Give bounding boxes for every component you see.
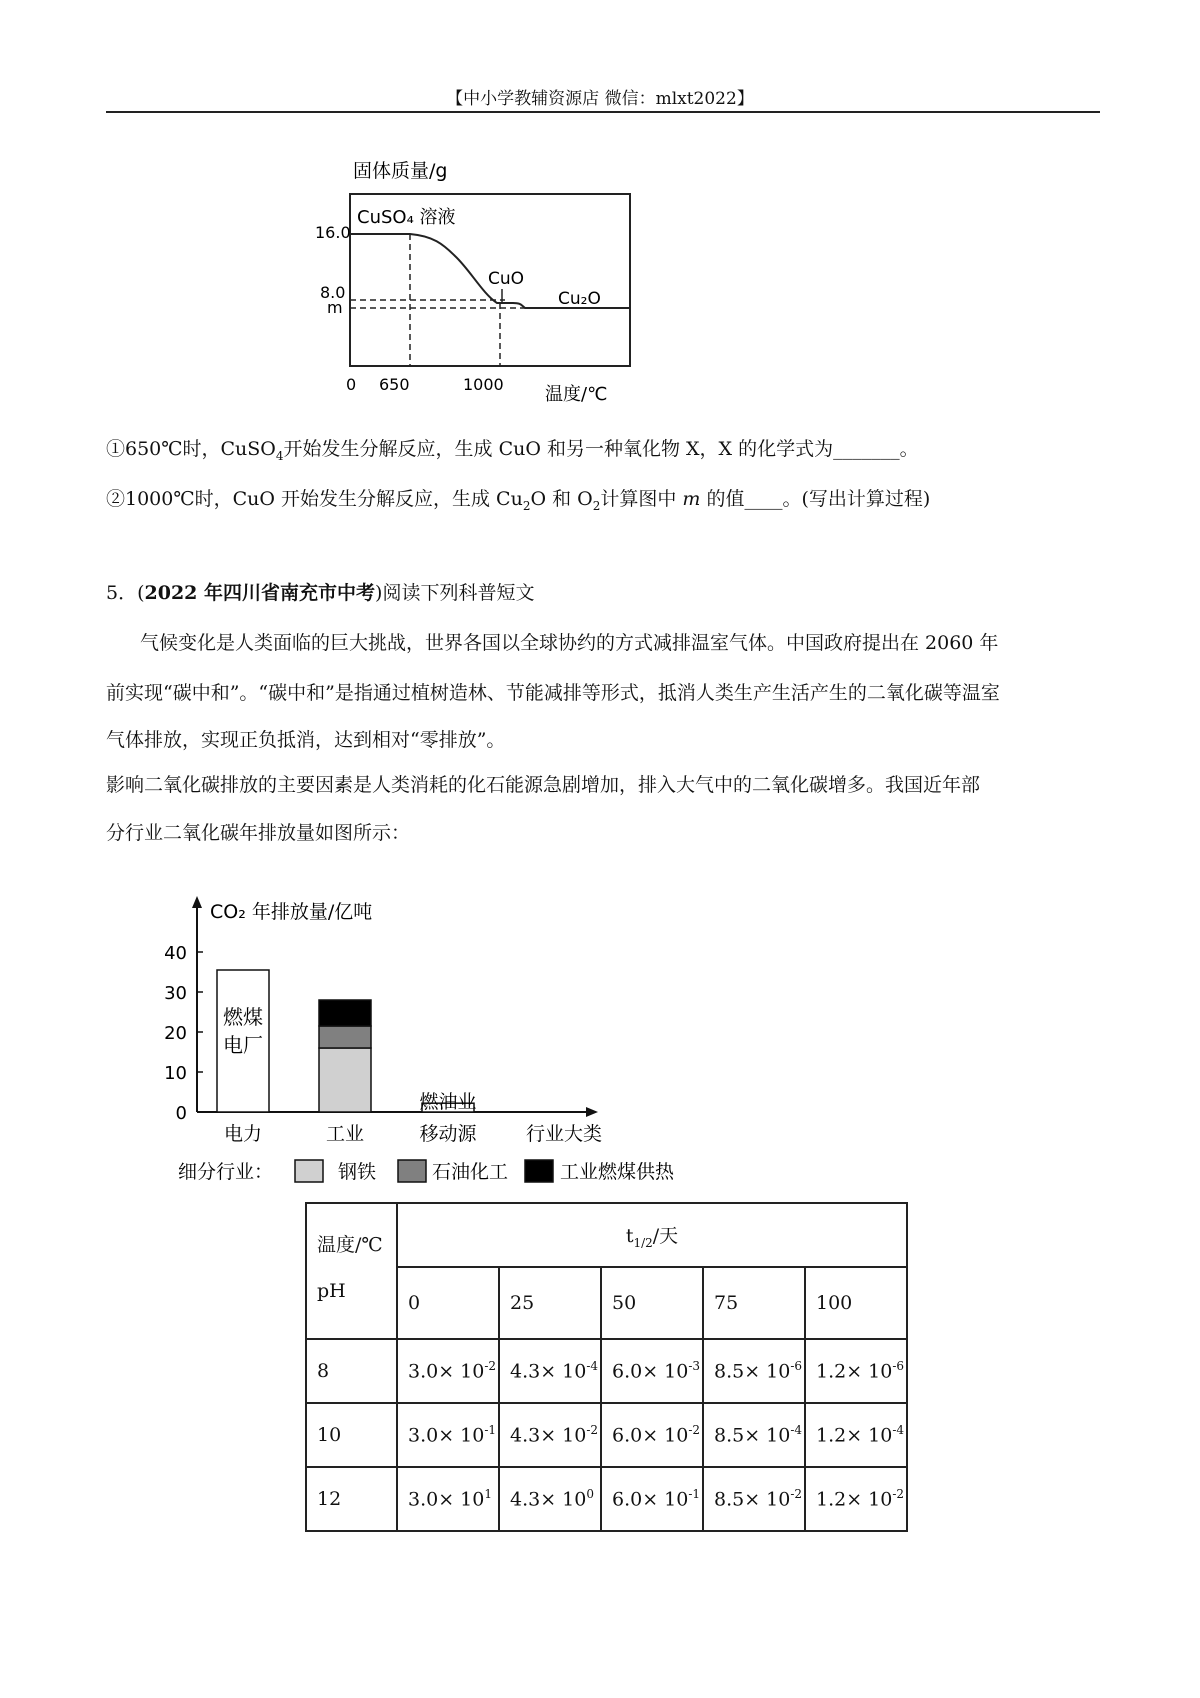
half-life-table	[305, 1202, 908, 1532]
table-temp-50: 50	[601, 1267, 703, 1339]
q2-text-a: ②1000℃时，CuO 开始发生分解反应，生成 Cu	[106, 488, 523, 510]
table-row	[306, 1467, 907, 1531]
question-line-1	[106, 438, 919, 463]
paragraph-2-line-2: 分行业二氧化碳年排放量如图所示：	[106, 822, 411, 844]
bar-inner-label: 电厂	[223, 1033, 263, 1057]
table-cell: $1.2\times 10^{-6}$	[805, 1339, 907, 1403]
legend-label-steel: 钢铁	[338, 1161, 377, 1183]
table-corner-cell	[306, 1203, 397, 1339]
table-header-half-life	[397, 1203, 907, 1267]
paragraph-1-line-2: 前实现“碳中和”。“碳中和”是指通过植树造林、节能减排等形式，抵消人类生产生活产生的二氧化碳等温室	[106, 682, 1000, 704]
header-rule	[106, 111, 1100, 113]
half-life-sub: 1/2	[633, 1235, 653, 1250]
table-cell: $6.0\times 10^{-1}$	[601, 1467, 703, 1531]
q5-intro: 阅读下列科普短文	[382, 582, 535, 604]
table-corner-temp: 温度/℃	[317, 1234, 383, 1256]
chart1-cuo-label: CuO	[488, 269, 525, 289]
half-life-symbol: t	[625, 1224, 634, 1247]
table-temp-75: 75	[703, 1267, 805, 1339]
chart1-cuso4-label: CuSO₄ 溶液	[357, 207, 456, 228]
bar-segment	[319, 1000, 371, 1026]
chart1-ytick-m: m	[327, 298, 343, 317]
table-cell: $4.3\times 10^0$	[499, 1467, 601, 1531]
chart1-ytick-16: 16.0	[315, 223, 351, 242]
q1-sub: 4	[275, 448, 284, 463]
chart2-ylabel: CO₂ 年排放量/亿吨	[210, 901, 373, 923]
table-temp-100: 100	[805, 1267, 907, 1339]
table-cell: $8.5\times 10^{-6}$	[703, 1339, 805, 1403]
bar-group	[217, 970, 477, 1113]
chart1-ytick-8: 8.0	[320, 283, 346, 302]
chart1-ylabel: 固体质量/g	[353, 160, 448, 182]
q2-sub-2: 2	[592, 498, 601, 513]
legend	[178, 1160, 675, 1183]
table-row	[306, 1339, 907, 1403]
q5-close: )	[375, 582, 383, 604]
paragraph-1-line-3: 气体排放，实现正负抵消，达到相对“零排放”。	[106, 729, 506, 751]
paragraph-1-line-1: 气候变化是人类面临的巨大挑战，世界各国以全球协约的方式减排温室气体。中国政府提出在 2060 年	[140, 632, 999, 654]
table-corner-ph: pH	[317, 1280, 346, 1302]
bar-inner-label: 燃煤	[223, 1005, 263, 1029]
table-cell: $3.0\times 10^{-1}$	[397, 1403, 499, 1467]
q5-source: 2022 年四川省南充市中考	[144, 582, 376, 604]
x-axis-arrow	[586, 1107, 598, 1117]
category-label: 移动源	[419, 1123, 477, 1145]
table-cell: $4.3\times 10^{-4}$	[499, 1339, 601, 1403]
y-tick-label: 40	[164, 943, 187, 964]
legend-label-petrochem: 石油化工	[432, 1161, 509, 1183]
table-cell: $8.5\times 10^{-4}$	[703, 1403, 805, 1467]
category-label: 电力	[223, 1123, 263, 1145]
y-tick-label: 10	[164, 1063, 187, 1084]
q2-text-c: 计算图中	[600, 488, 677, 510]
bar-segment	[319, 1048, 371, 1112]
table-cell: $8.5\times 10^{-2}$	[703, 1467, 805, 1531]
q2-text-b: O 和 O	[530, 488, 593, 510]
chart1-cu2o-label: Cu₂O	[558, 289, 601, 309]
q1-text-a: ①650℃时，CuSO	[106, 438, 276, 460]
chart2-xlabel: 行业大类	[526, 1123, 603, 1145]
table-cell: $3.0\times 10^1$	[397, 1467, 499, 1531]
table-cell: $1.2\times 10^{-4}$	[805, 1403, 907, 1467]
y-tick-label: 20	[164, 1023, 187, 1044]
table-cell: $6.0\times 10^{-2}$	[601, 1403, 703, 1467]
legend-swatch-steel	[295, 1160, 323, 1182]
y-tick-label: 0	[175, 1103, 187, 1124]
category-label: 工业	[325, 1123, 365, 1145]
table-row	[306, 1403, 907, 1467]
legend-swatch-coal-heat	[525, 1160, 553, 1182]
y-tick-label: 30	[164, 983, 187, 1004]
table-temp-25: 25	[499, 1267, 601, 1339]
mass-temperature-chart	[315, 158, 645, 408]
table-ph-cell: 8	[306, 1339, 397, 1403]
table-cell: $4.3\times 10^{-2}$	[499, 1403, 601, 1467]
question-line-2	[106, 488, 930, 513]
bar-segment	[319, 1026, 371, 1048]
table-cell: $1.2\times 10^{-2}$	[805, 1467, 907, 1531]
q2-text-d: 的值____。(写出计算过程)	[706, 488, 931, 510]
page-header: 【中小学教辅资源店 微信：mlxt2022】	[446, 89, 754, 109]
q5-number: 5．(	[106, 582, 145, 604]
legend-title: 细分行业：	[178, 1161, 274, 1183]
bar-inner-label: 燃油业	[419, 1091, 477, 1113]
q2-sub-1: 2	[522, 498, 531, 513]
table-cell: $6.0\times 10^{-3}$	[601, 1339, 703, 1403]
table-temp-0: 0	[397, 1267, 499, 1339]
table-cell: $3.0\times 10^{-2}$	[397, 1339, 499, 1403]
chart1-xlabel: 温度/℃	[545, 384, 608, 405]
category-label-group	[224, 1123, 478, 1145]
paragraph-2-line-1: 影响二氧化碳排放的主要因素是人类消耗的化石能源急剧增加，排入大气中的二氧化碳增多。我国近年部	[106, 774, 981, 796]
table-ph-cell: 10	[306, 1403, 397, 1467]
co2-emission-chart	[164, 890, 730, 1190]
q1-text-b: 开始发生分解反应，生成 CuO 和另一种氧化物 X，X 的化学式为_______。	[283, 438, 919, 460]
chart1-xtick-1000: 1000	[463, 375, 504, 394]
q2-m: m	[682, 488, 701, 510]
table-ph-cell: 12	[306, 1467, 397, 1531]
legend-swatch-petrochem	[398, 1160, 426, 1182]
half-life-unit: /天	[652, 1224, 679, 1247]
chart1-xtick-650: 650	[379, 375, 410, 394]
chart1-xtick-0: 0	[346, 375, 357, 394]
question-5-title	[106, 582, 534, 605]
legend-label-coal-heat: 工业燃煤供热	[560, 1161, 675, 1183]
